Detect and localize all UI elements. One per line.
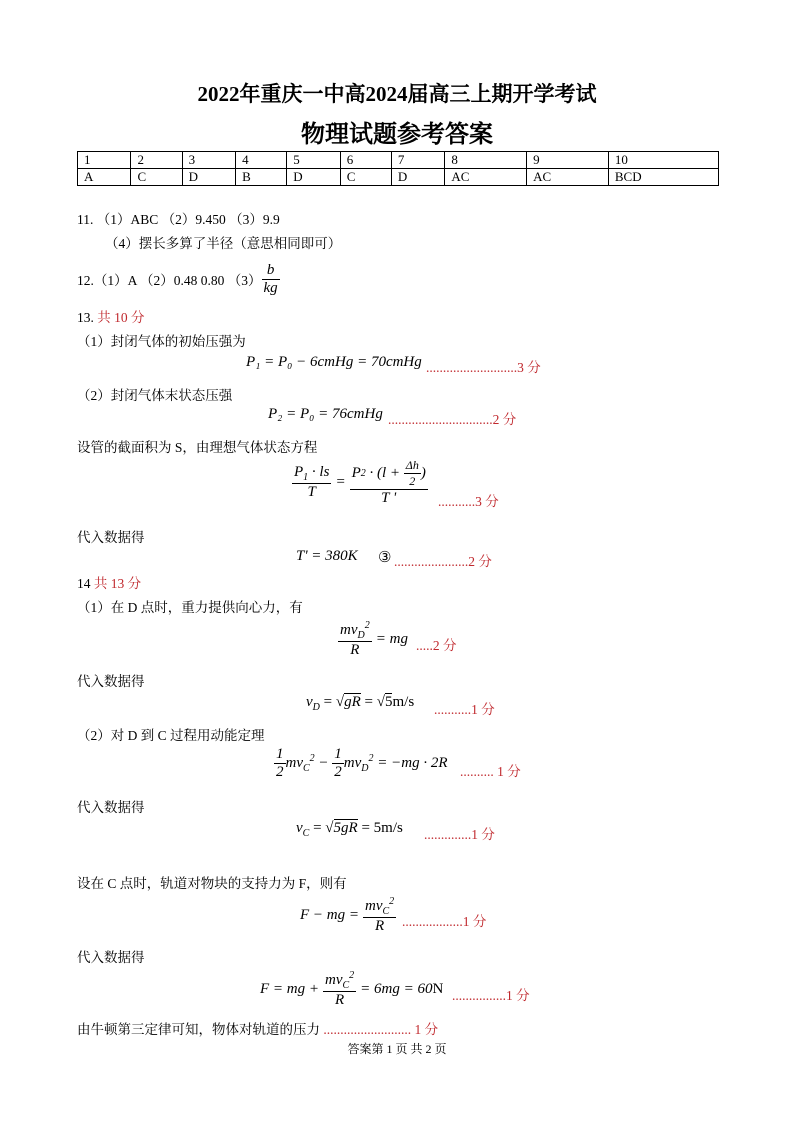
q14-label: 14 [77, 576, 91, 591]
q13-step4-score: ......................2 分 [394, 554, 492, 569]
q14-step3-text: （2）对 D 到 C 过程用动能定理 [77, 728, 265, 743]
answer-table-answer-row [78, 169, 719, 186]
q14-step5-text: 设在 C 点时，轨道对物块的支持力为 F，则有 [77, 876, 347, 891]
table-cell: AC [445, 169, 527, 186]
table-cell: 2 [131, 152, 182, 169]
equation-left-fraction: $\frac{P_1 \cdot ls}{T}$ [294, 464, 330, 500]
q11-line2: （4）摆长多算了半径（意思相同即可） [105, 236, 342, 251]
energy-theorem-equation: $\frac{1}{2}$ $mv_C^2$ − $\frac{1}{2}$ $mv_D^2 = -mg \cdot 2R$ [276, 746, 448, 780]
q12-line [77, 258, 280, 300]
table-cell: B [236, 169, 287, 186]
q14-step7-label: 由牛顿第三定律可知，物体对轨道的压力 [77, 1022, 320, 1037]
gas-state-equation: $\frac{P_1 \cdot ls}{T}$ = P 2 · (l + $\frac{\Delta h}{2}$ ) T ' [294, 458, 426, 506]
q13-step1-text: （1）封闭气体的初始压强为 [77, 334, 246, 349]
q13-step2-equation: P₂ = P₀ = 76cmHg [268, 406, 383, 422]
table-cell: D [182, 169, 235, 186]
q13-total-score: 共 10 分 [97, 310, 145, 325]
table-cell: D [391, 169, 444, 186]
q13-step1-equation: P₁ = P₀ − 6cmHg = 70cmHg [246, 354, 422, 370]
q14-step7-text [77, 1018, 438, 1038]
table-cell: 9 [527, 152, 609, 169]
table-cell: C [340, 169, 391, 186]
table-cell: A [78, 169, 131, 186]
q14-step7-score: .......................... 1 分 [323, 1022, 439, 1037]
q14-total-score: 共 13 分 [93, 576, 142, 591]
q14-step2-text: 代入数据得 [77, 674, 145, 689]
q14-step6-text: 代入数据得 [77, 950, 145, 965]
q12-text: 12.（1）A （2）0.48 0.80 （3） [77, 273, 262, 288]
table-cell: 7 [391, 152, 444, 169]
q14-header [77, 572, 141, 592]
vc-equation: $v_C = √5gR = 5m/s$ [296, 820, 403, 839]
q14-step1-score: .....2 分 [416, 638, 457, 653]
q13-step4-equation: T' = 380K [296, 548, 358, 564]
q13-step2-text: （2）封闭气体末状态压强 [77, 388, 233, 403]
q14-step3-score: .......... 1 分 [460, 764, 521, 779]
force-result-equation: F = mg + $\frac{mv_C^2}{R}$ = 6mg = 60N [260, 970, 444, 1008]
table-cell: 8 [445, 152, 527, 169]
centripetal-equation: $\frac{mv_D^2}{R}$ = mg [340, 620, 408, 658]
fraction-numerator: b [262, 262, 280, 280]
page-title: 2022年重庆一中高2024届高三上期开学考试 [197, 82, 597, 106]
q14-step4-text: 代入数据得 [77, 800, 145, 815]
q14-step5-score: ..................1 分 [402, 914, 487, 929]
q13-step3-score: ...........3 分 [438, 494, 499, 509]
q14-step1-text: （1）在 D 点时，重力提供向心力，有 [77, 600, 303, 615]
q13-step1-score: ...........................3 分 [426, 360, 541, 375]
table-cell: AC [527, 169, 609, 186]
q14-step6-score: ................1 分 [452, 988, 530, 1003]
q13-header [77, 306, 145, 326]
support-force-equation: F − mg = $\frac{mv_C^2}{R}$ [300, 896, 395, 934]
q11-line1: 11. （1）ABC （2）9.450 （3）9.9 [77, 212, 280, 227]
page-footer: 答案第 1 页 共 2 页 [347, 1042, 447, 1056]
table-cell: BCD [608, 169, 718, 186]
q13-label: 13. [77, 310, 94, 325]
table-cell: D [287, 169, 340, 186]
q14-step4-score: ..............1 分 [424, 827, 495, 842]
table-cell: 4 [236, 152, 287, 169]
table-cell: 3 [182, 152, 235, 169]
fraction-denominator: kg [263, 279, 278, 296]
q12-fraction [262, 262, 280, 297]
table-cell: 6 [340, 152, 391, 169]
q13-step2-score: ...............................2 分 [388, 412, 517, 427]
table-cell: 1 [78, 152, 131, 169]
answer-table-number-row [78, 152, 719, 169]
page-subtitle: 物理试题参考答案 [301, 122, 493, 148]
vd-equation: $v_D = √gR = √5m/s$ [306, 694, 415, 713]
q13-step4-text: 代入数据得 [77, 530, 145, 545]
q14-step2-score: ...........1 分 [434, 702, 495, 717]
answer-table [77, 151, 719, 186]
q13-step4-mark: ③ [378, 550, 392, 566]
table-cell: C [131, 169, 182, 186]
equation-right-fraction: P 2 · (l + $\frac{\Delta h}{2}$ ) T ' [351, 458, 426, 506]
table-cell: 10 [608, 152, 718, 169]
table-cell: 5 [287, 152, 340, 169]
q13-step3-text: 设管的截面积为 S，由理想气体状态方程 [77, 440, 318, 455]
